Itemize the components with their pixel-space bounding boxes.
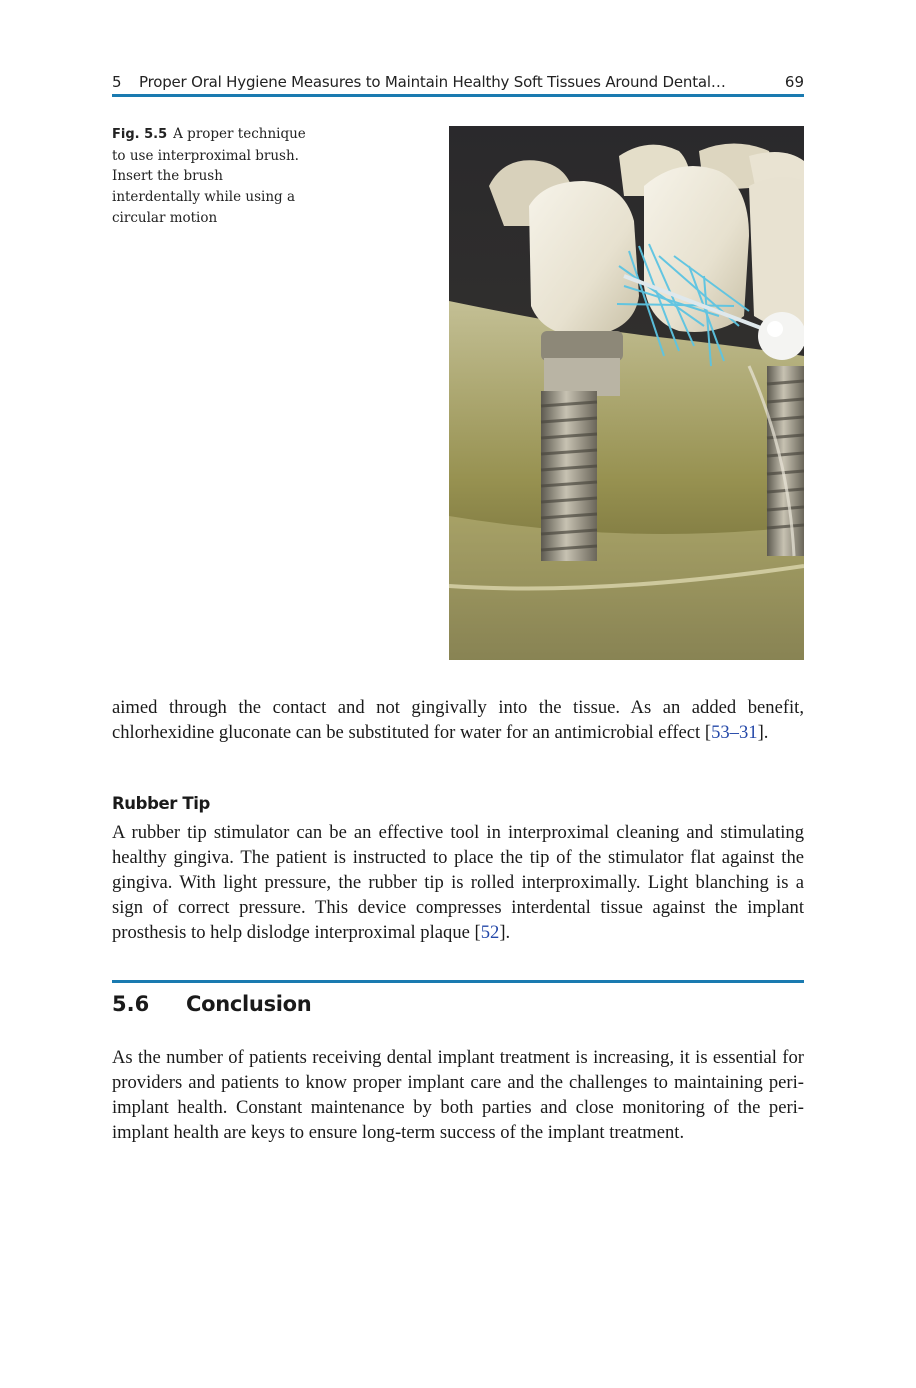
paragraph-rubber-tip: A rubber tip stimulator can be an effective tool in interproximal cleaning and stimulating healthy gingiva. The patient is instructed to place the tip of the stimulator flat against the gingiva. With light pressure, the rubber tip is rolled interproximally. Light blanching is a sign of correct pressure. This device compresses interdental tissue against the implant prosthesis to help dislodge interproximal plaque [52].	[112, 822, 804, 943]
page-number: 69	[784, 73, 804, 91]
paragraph-text: aimed through the contact and not gingivally into the tissue. As an added benefit, chlorhexidine gluconate can be substituted for water for an antimicrobial effect [	[112, 697, 804, 743]
figure-caption	[112, 124, 312, 229]
figure-label: Fig. 5.5	[112, 127, 168, 142]
citation-link[interactable]: 52	[480, 922, 500, 943]
citation-link[interactable]: 53–31	[711, 722, 758, 743]
section-number: 5.6	[112, 992, 150, 1016]
figure-caption-text: A proper technique to use interproximal brush. Insert the brush interdentally while using a circular motion	[112, 126, 306, 226]
paragraph-text: A rubber tip stimulator can be an effective tool in interproximal cleaning and stimulating healthy gingiva. The patient is instructed to place the tip of the stimulator flat against the gingiva. With light pressure, the rubber tip is rolled interproximally. Light blanching is a sign of correct pressure. This device compresses interdental tissue against the implant prosthesis to help dislodge interproximal plaque [	[112, 822, 804, 943]
subsection-heading: Rubber Tip	[112, 794, 210, 813]
section-divider	[112, 980, 804, 983]
paragraph-conclusion: As the number of patients receiving dental implant treatment is increasing, it is essential for providers and patients to know proper implant care and the challenges to maintaining peri-implant health. Constant maintenance by both parties and close monitoring of the peri-implant health are keys to ensure long-term success of the implant treatment.	[112, 1047, 804, 1143]
paragraph-continued: aimed through the contact and not gingivally into the tissue. As an added benefit, chlorhexidine gluconate can be substituted for water for an antimicrobial effect [53–31].	[112, 697, 804, 743]
section-title: Conclusion	[186, 992, 312, 1016]
chapter-title: Proper Oral Hygiene Measures to Maintain Healthy Soft Tissues Around Dental…	[139, 73, 726, 91]
running-header	[112, 70, 804, 97]
chapter-number: 5	[112, 73, 122, 91]
dental-implant-photo	[449, 126, 804, 660]
figure-photo	[449, 126, 804, 660]
